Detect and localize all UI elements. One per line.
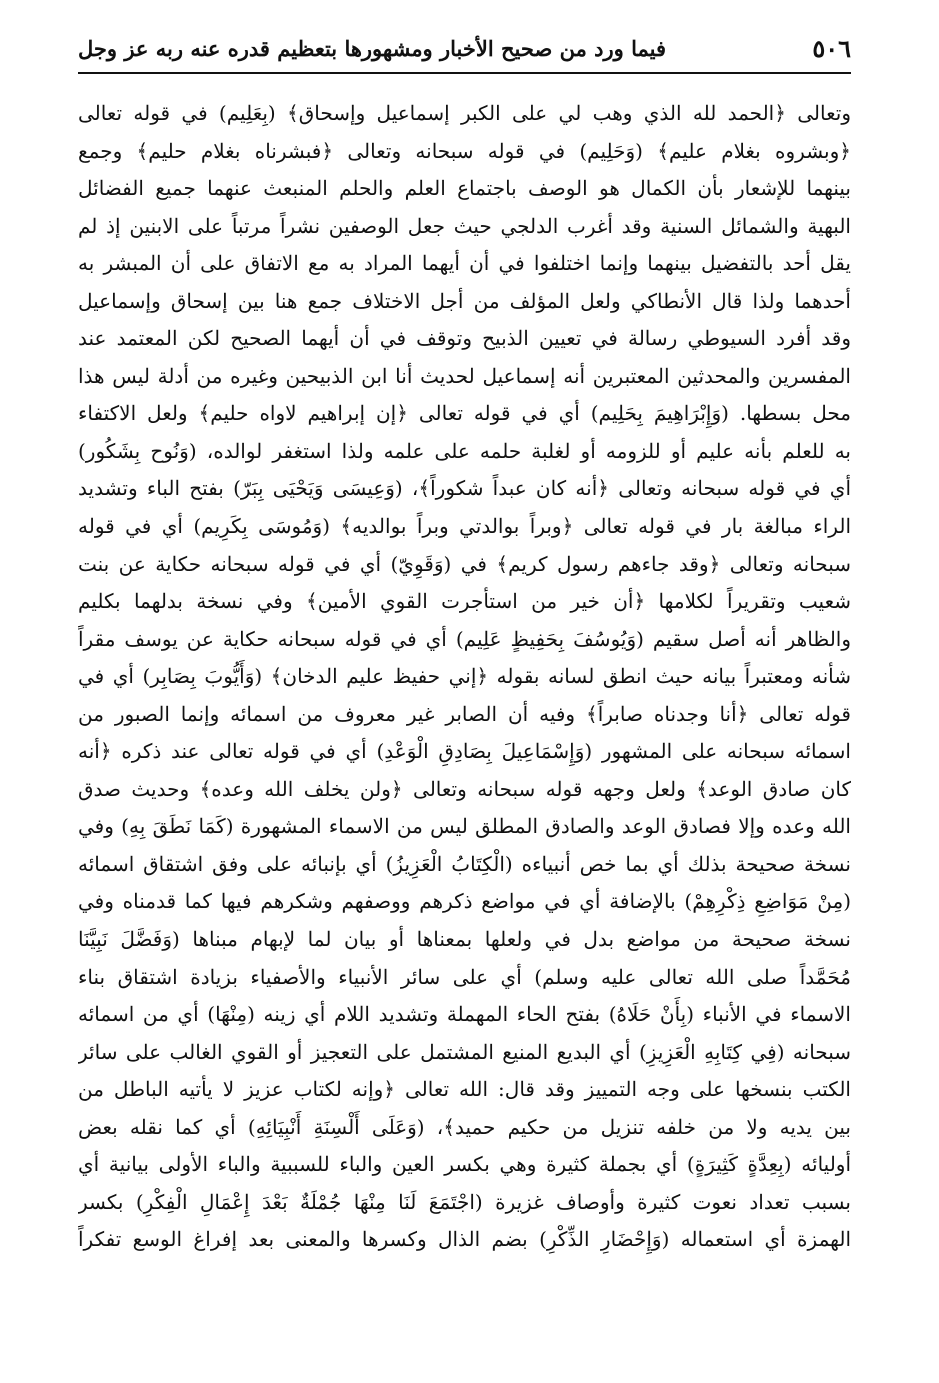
text-line: نسخة صحيحة بذلك أي بما خص أنبياءه (الْكِتَابُ الْعَزِيزُ) أي بإنبائه على وفق اشتقاق اسمائه — [78, 851, 851, 876]
text-line: سبحانه وتعالى ﴿وقد جاءهم رسول كريم﴾ في (وَقَوِيّ) أي في قوله سبحانه حكاية عن بنت — [78, 551, 851, 576]
text-line: بينهما للإشعار بأن الكمال هو الوصف باجتماع العلم والحلم المنبعث عنهما جميع الفضائل — [78, 176, 851, 201]
text-line: ﴿وبشروه بغلام عليم﴾ (وَحَلِيم) في قوله سبحانه وتعالى ﴿فبشرناه بغلام حليم﴾ وجمع — [78, 138, 851, 163]
text-line: قوله تعالى ﴿أنا وجدناه صابراً﴾ وفيه أن الصابر غير معروف من اسمائه وإنما الصبور من — [78, 701, 851, 726]
running-title: فيما ورد من صحيح الأخبار ومشهورها بتعظيم قدره عنه ربه عز وجل — [78, 36, 666, 61]
text-line: بين يديه ولا من خلفه تنزيل من حكيم حميد﴾، (وَعَلَى أَلْسِنَةِ أَنْبِيَائِهِ) أي كما نقله بعض — [78, 1114, 851, 1139]
text-line: (مِنْ مَوَاضِعِ ذِكْرِهِمْ) بالإضافة أي في مواضع ذكرهم ووصفهم وشكرهم فيها كما قدمناه وفي — [78, 889, 851, 914]
text-line: الهمزة أي استعماله (وَإِحْضَارِ الذِّكْرِ) بضم الذال وكسرها والمعنى بعد إفراغ الوسع تفكراً — [78, 1227, 851, 1252]
text-line: شأنه ومعتبراً بيانه حيث انطق لسانه بقوله ﴿إني حفيظ عليم الدخان﴾ (وَأَيُّوبَ بِصَابِر) أي في — [78, 664, 851, 689]
text-line: يقل أحد بالتفضيل بينهما وإنما اختلفوا في أن أيهما المراد به مع الاتفاق على أن المبشر به — [78, 251, 851, 276]
text-line: كان صادق الوعد﴾ ولعل وجهه قوله سبحانه وتعالى ﴿ولن يخلف الله وعده﴾ وحديث صدق — [78, 776, 851, 801]
text-line: به للعلم بأنه عليم أو للزومه أو لغلبة حلمه على علمه ولذا استغفر لوالده، (وَنُوح بِشَكُور) — [78, 438, 851, 463]
page-number: ٥٠٦ — [812, 34, 851, 63]
text-line: الله وعده وإلا فصادق الوعد والصادق المطلق ليس من الاسماء المشهورة (كَمَا نَطَقَ بِهِ) وفي — [78, 814, 851, 839]
text-line: مُحَمَّداً صلى الله تعالى عليه وسلم) أي على سائر الأنبياء والأصفياء بزيادة اشتقاق بناء — [78, 964, 851, 989]
text-line: وقد أفرد السيوطي رسالة في تعيين الذبيح وتوقف في أن أيهما الصحيح لكن المعتمد عند — [78, 326, 851, 351]
text-line: بسبب تعداد نعوت كثيرة وأوصاف غزيرة (اجْتَمَعَ لَنَا مِنْهَا جُمْلَةٌ بَعْدَ إِعْمَالِ الْفِكْرِ) بكسر — [78, 1189, 851, 1214]
text-line: وتعالى ﴿الحمد لله الذي وهب لي على الكبر إسماعيل وإسحاق﴾ (بِعَلِيم) في قوله تعالى — [78, 101, 851, 125]
text-line: سبحانه (فِي كِتَابِهِ الْعَزِيزِ) أي البديع المنيع المشتمل على التعجيز أو القوي الغالب على سائر — [78, 1039, 851, 1064]
text-line: محل بسطها. (وَإِبْرَاهِيمَ بِحَلِيم) أي في قوله تعالى ﴿إن إبراهيم لاواه حليم﴾ ولعل الاكتفاء — [78, 401, 851, 426]
text-line: والظاهر أنه أصل سقيم (وَيُوسُفَ بِحَفِيظٍ عَلِيم) أي في قوله سبحانه حكاية عن يوسف مقراً — [78, 626, 851, 651]
text-line: نسخة صحيحة من مواضع بدل في ولعلها بمعناها أو بيان لما لإبهام مبناها (وَفَضَّلَ نَبِيَّنَا — [78, 927, 851, 952]
text-line: المفسرين والمحدثين المعتبرين أنه إسماعيل لحديث أنا ابن الذبيحين وغيره من أدلة ليس هذا — [78, 363, 851, 388]
text-line: الكتب بنسخها على وجه التمييز وقد قال: الله تعالى ﴿وإنه لكتاب عزيز لا يأتيه الباطل من — [78, 1077, 851, 1102]
text-line: أي في قوله سبحانه وتعالى ﴿أنه كان عبداً شكوراً﴾، (وَعِيسَى وَيَحْيَى بِبَرّ) بفتح الباء وتشديد — [78, 476, 851, 501]
text-line: الراء مبالغة بار في قوله تعالى ﴿وبراً بوالدتي وبراً بوالديه﴾ (وَمُوسَى بِكَرِيم) أي في قوله — [78, 514, 851, 539]
text-line: شعيب وتقريراً لكلامها ﴿أن خير من استأجرت القوي الأمين﴾ وفي نسخة بدلهما بكليم — [78, 589, 851, 614]
text-line: البهية والشمائل السنية وقد أغرب الدلجي حيث جعل الوصفين نشراً مرتباً على الابنين إذ لم — [78, 213, 851, 238]
text-line: اسمائه سبحانه على المشهور (وَإِسْمَاعِيلَ بِصَادِقِ الْوَعْدِ) أي في قوله تعالى عند ذكره ﴿أنه — [78, 739, 851, 764]
text-line: الاسماء في الأنباء (بِأَنْ حَلَاهُ) بفتح الحاء المهملة وتشديد اللام أي زينه (مِنْهَا) أي من اسمائه — [78, 1002, 851, 1027]
text-line: أوليائه (بِعِدَّةٍ كَثِيرَةٍ) أي بجملة كثيرة وهي بكسر العين والباء للسببية والباء الأولى بيانية أي — [78, 1152, 851, 1177]
body-text — [78, 95, 851, 1259]
text-line: أحدهما ولذا قال الأنطاكي ولعل المؤلف من أجل الاختلاف جمع هنا بين إسحاق وإسماعيل — [78, 288, 851, 313]
header-divider — [78, 72, 851, 74]
page-header — [78, 26, 851, 72]
